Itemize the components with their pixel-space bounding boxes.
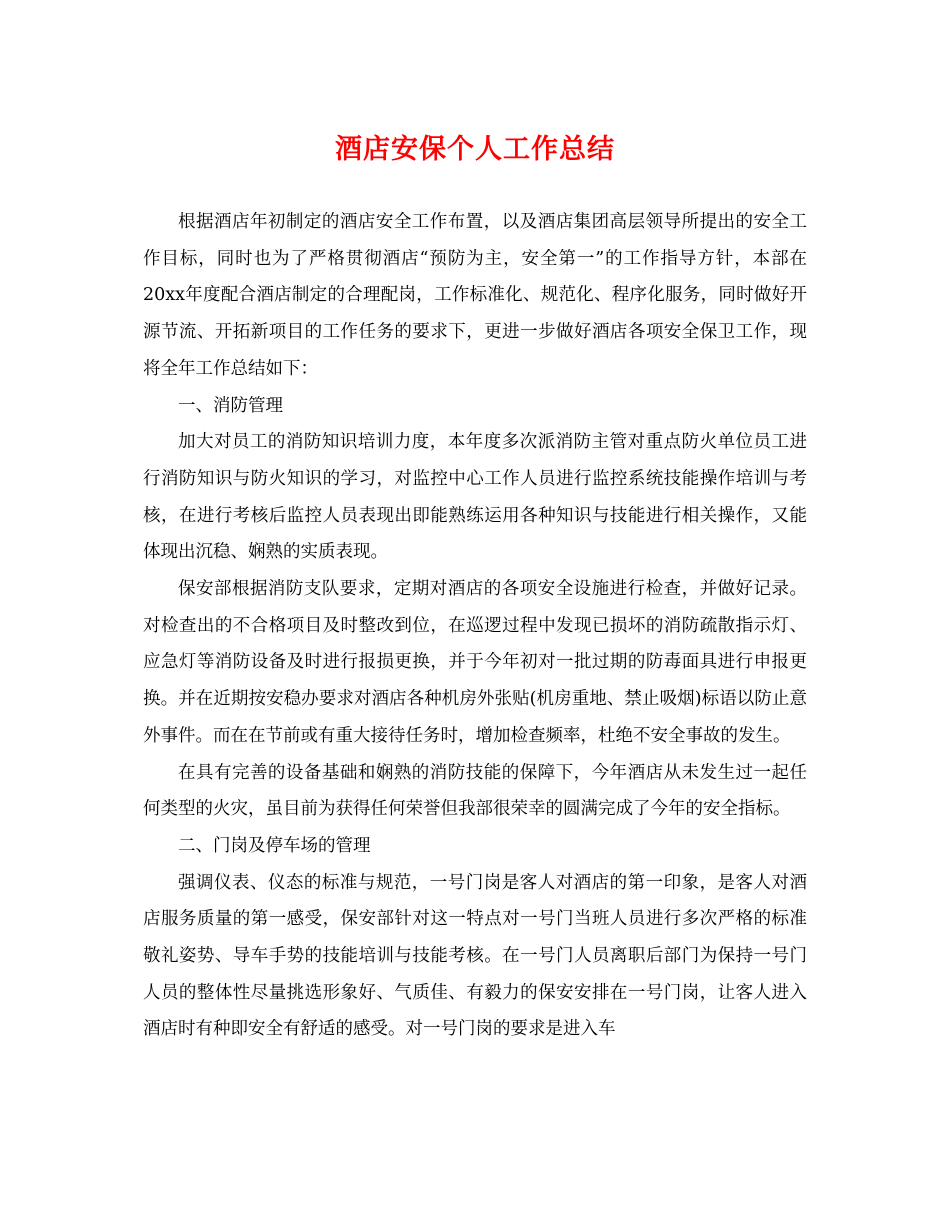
fire-inspection-paragraph: 保安部根据消防支队要求，定期对酒店的各项安全设施进行检查，并做好记录。对检查出的不合格项目及时整改到位，在巡逻过程中发现已损坏的消防疏散指示灯、应急灯等消防设备及时进行报损更换，并于今年初对一批过期的防毒面具进行申报更换。并在近期按安稳办要求对酒店各种机房外张贴(机房重地、禁止吸烟)标语以防止意外事件。而在在节前或有重大接待任务时，增加检查频率，杜绝不安全事故的发生。 <box>143 579 807 746</box>
document-title: 酒店安保个人工作总结 <box>335 134 615 165</box>
document-body <box>143 204 807 1048</box>
intro-paragraph: 根据酒店年初制定的酒店安全工作布置，以及酒店集团高层领导所提出的安全工作目标，同时也为了严格贯彻酒店“预防为主，安全第一”的工作指导方针，本部在20xx年度配合酒店制定的合理配岗，工作标准化、规范化、程序化服务，同时做好开源节流、开拓新项目的工作任务的要求下，更进一步做好酒店各项安全保卫工作，现将全年工作总结如下： <box>143 212 807 379</box>
fire-result-paragraph: 在具有完善的设备基础和娴熟的消防技能的保障下，今年酒店从未发生过一起任何类型的火灾，虽目前为获得任何荣誉但我部很荣幸的圆满完成了今年的安全指标。 <box>143 762 807 820</box>
fire-training-paragraph: 加大对员工的消防知识培训力度，本年度多次派消防主管对重点防火单位员工进行消防知识与防火知识的学习，对监控中心工作人员进行监控系统技能操作培训与考核，在进行考核后监控人员表现出即能熟练运用各种知识与技能进行相关操作，又能体现出沉稳、娴熟的实质表现。 <box>143 432 807 563</box>
section-heading-gate-parking: 二、门岗及停车场的管理 <box>178 835 371 856</box>
section-heading-fire-management: 一、消防管理 <box>178 395 283 416</box>
gate-standards-paragraph: 强调仪表、仪态的标准与规范，一号门岗是客人对酒店的第一印象，是客人对酒店服务质量的第一感受，保安部针对这一特点对一号门当班人员进行多次严格的标准敬礼姿势、导车手势的技能培训与技能考核。在一号门人员离职后部门为保持一号门人员的整体性尽量挑选形象好、气质佳、有毅力的保安安排在一号门岗，让客人进入酒店时有种即安全有舒适的感受。对一号门岗的要求是进入车 <box>143 872 807 1040</box>
